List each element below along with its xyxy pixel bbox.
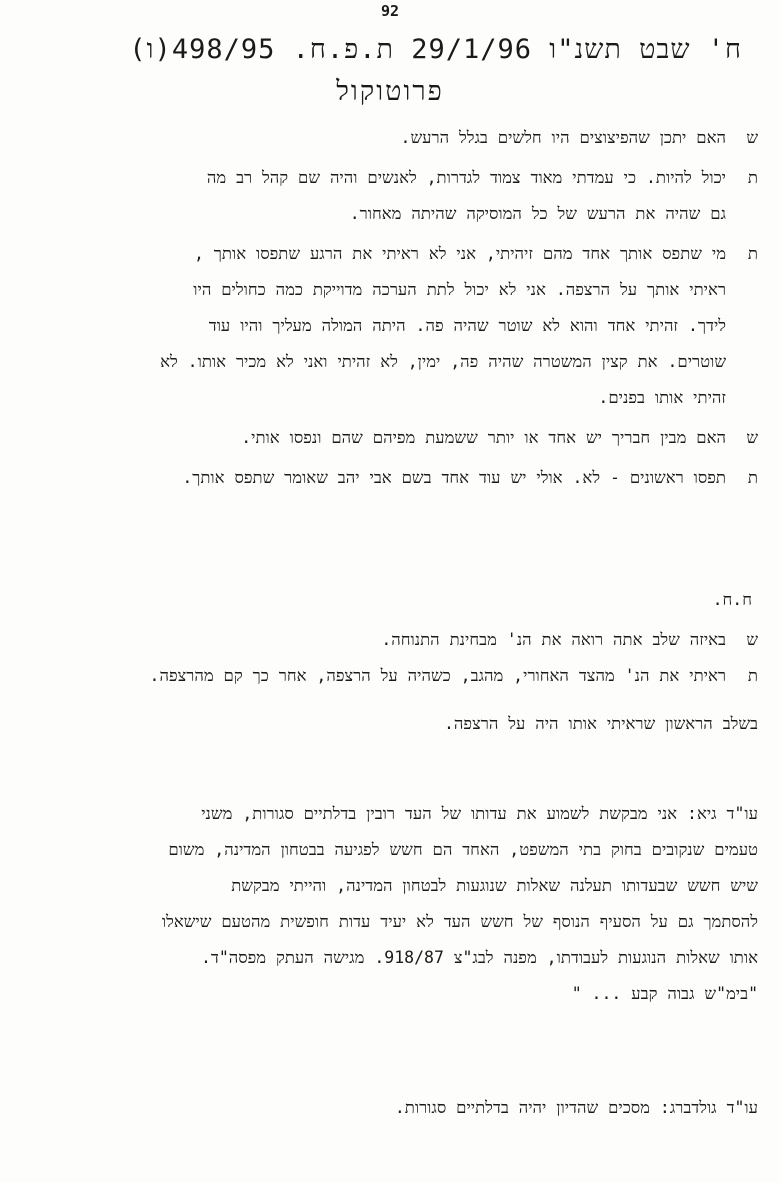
text-line: טעמים שנקובים בחוק בתי המשפט, האחד הם חשש לפגיעה בבטחון המדינה, משום <box>168 840 758 859</box>
text-line: האם יתכן שהפיצוצים היו חלשים בגלל הרעש. <box>400 128 726 147</box>
answer-text <box>18 460 726 496</box>
text-line: זהיתי אותו בפנים. <box>598 388 726 407</box>
text-line: אותו שאלות הנוגעות לעבודתו, מפנה לבג"צ 918/87. מגישה העתק מפסה"ד. <box>200 948 758 967</box>
question-row <box>18 120 758 156</box>
question-row <box>18 622 758 658</box>
text-line: שוטרים. את קצין המשטרה שהיה פה, ימין, לא זהיתי ואני לא מכיר אותו. לא <box>160 352 726 371</box>
text-line: ראיתי את הנ' מהצד האחורי, מהגב, כשהיה על הרצפה, אחר כך קם מהרצפה. <box>149 666 726 685</box>
text-line: ראיתי אותך על הרצפה. אני לא יכול לתת הערכה מדוייקת כמה כחולים היו <box>193 280 726 299</box>
text-line: "בימ"ש גבוה קבע ... " <box>571 984 758 1003</box>
text-line: גם שהיה את הרעש של כל המוסיקה שהיתה מאחור. <box>349 204 726 223</box>
text-line: האם מבין חבריך יש אחד או יותר ששמעת מפיהם שהם ונפסו אותי. <box>241 428 726 447</box>
text-line: לידך. זהיתי אחד והוא לא שוטר שהיה פה. היתה המולה מעליך והיו עוד <box>208 316 726 335</box>
answer-row <box>18 658 758 694</box>
answer-row <box>18 236 758 416</box>
text-line: תפסו ראשונים - לא. אולי יש עוד אחד בשם אבי יהב שאומר שתפס אותך. <box>182 468 726 487</box>
case-header-line: ח' שבט תשנ"ו 29/1/96 ת.פ.ח. 498/95(ו) <box>129 34 742 65</box>
text-line: בשלב הראשון שראיתי אותו היה על הרצפה. <box>444 714 758 733</box>
question-mark-label: ש <box>746 128 758 147</box>
attorney-statement-guy <box>16 796 758 1012</box>
speaker-initials: ח.ח. <box>712 590 752 609</box>
text-line: מי שתפס אותך אחד מהם זיהיתי, אני לא ראיתי את הרגע שתפסו אותך , <box>193 244 726 263</box>
text-line: באיזה שלב אתה רואה את הנ' מבחינת התנוחה. <box>381 630 726 649</box>
answer-mark-label: ת <box>747 168 758 187</box>
answer-row <box>18 460 758 496</box>
answer-text <box>18 236 726 416</box>
answer-continuation <box>16 706 758 742</box>
question-text <box>18 420 726 456</box>
qa-block-1 <box>18 120 758 496</box>
question-mark-label: ש <box>746 428 758 447</box>
text-line: עו"ד גולדברג: מסכים שהדיון יהיה בדלתיים סגורות. <box>394 1098 758 1117</box>
text-line: יכול להיות. כי עמדתי מאוד צמוד לגדרות, לאנשים והיה שם קהל רב מה <box>206 168 726 187</box>
question-text <box>18 622 726 658</box>
question-mark-label: ש <box>746 630 758 649</box>
answer-text <box>18 658 726 694</box>
question-row <box>18 420 758 456</box>
attorney-statement-goldberg <box>16 1090 758 1126</box>
answer-mark-label: ת <box>747 244 758 263</box>
qa-block-2 <box>18 622 758 694</box>
text-line: עו"ד גיא: אני מבקשת לשמוע את עדותו של העד רובין בדלתיים סגורות, משני <box>201 804 758 823</box>
answer-mark-label: ת <box>747 666 758 685</box>
page-number: 92 <box>380 2 400 20</box>
answer-mark-label: ת <box>747 468 758 487</box>
document-title: פרוטוקול <box>336 76 444 107</box>
question-text <box>18 120 726 156</box>
answer-row <box>18 160 758 232</box>
text-line: שיש חשש שבעדותו תעלנה שאלות שנוגעות לבטחון המדינה, והייתי מבקשת <box>231 876 758 895</box>
text-line: להסתמך גם על הסעיף הנוסף של חשש העד לא יעיד עדות חופשית מהטעם שישאלו <box>161 912 758 931</box>
answer-text <box>18 160 726 232</box>
